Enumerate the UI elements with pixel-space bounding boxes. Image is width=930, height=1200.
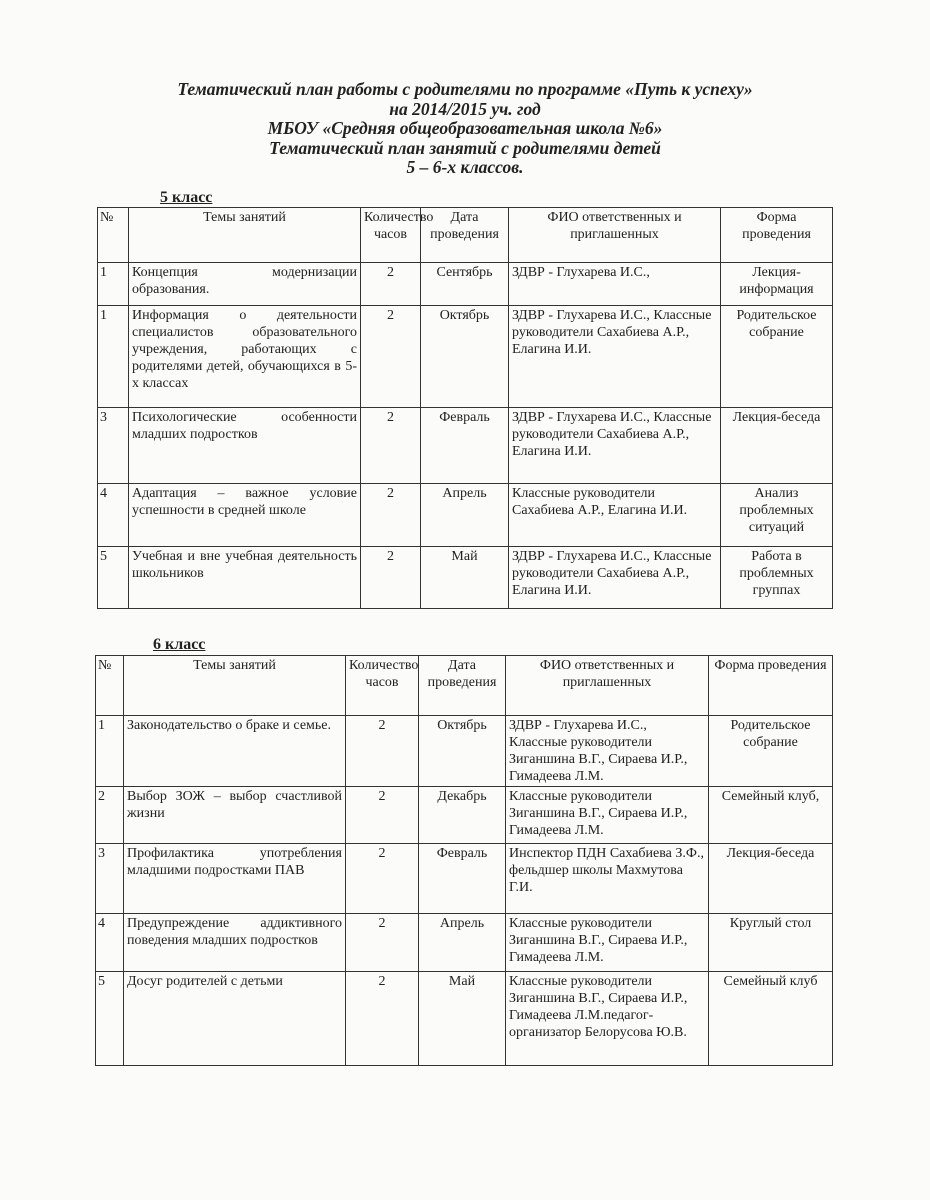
table-row xyxy=(96,844,833,914)
format-cell: Лекция-беседа xyxy=(709,844,833,914)
format-cell: Семейный клуб xyxy=(709,972,833,1066)
date-cell: Май xyxy=(421,547,509,609)
format-cell: Семейный клуб, xyxy=(709,787,833,844)
table-row xyxy=(98,547,833,609)
date-cell: Апрель xyxy=(419,914,506,972)
column-header: № xyxy=(96,656,124,716)
topic-cell: Предупреждение аддиктивного поведения младших подростков xyxy=(124,914,346,972)
date-cell: Октябрь xyxy=(421,306,509,408)
responsible-cell: ЗДВР - Глухарева И.С., Классные руководители Сахабиева А.Р., Елагина И.И. xyxy=(509,306,721,408)
date-cell: Октябрь xyxy=(419,716,506,787)
responsible-cell: ЗДВР - Глухарева И.С., Классные руководители Сахабиева А.Р., Елагина И.И. xyxy=(509,547,721,609)
topic-cell: Выбор ЗОЖ – выбор счастливой жизни xyxy=(124,787,346,844)
column-header: Дата проведения xyxy=(421,208,509,263)
date-cell: Апрель xyxy=(421,484,509,547)
column-header: Дата проведения xyxy=(419,656,506,716)
responsible-cell: Классные руководители Зиганшина В.Г., Сираева И.Р., Гимадеева Л.М.педагог-организатор Белорусова Ю.В. xyxy=(506,972,709,1066)
table-row xyxy=(98,306,833,408)
topic-cell: Законодательство о браке и семье. xyxy=(124,716,346,787)
column-header: Форма проведения xyxy=(721,208,833,263)
responsible-cell: Классные руководители Зиганшина В.Г., Сираева И.Р., Гимадеева Л.М. xyxy=(506,787,709,844)
topic-cell: Психологические особенности младших подростков xyxy=(129,408,361,484)
hours-cell: 2 xyxy=(346,914,419,972)
row-number-cell: 1 xyxy=(96,716,124,787)
topic-cell: Концепция модернизации образования. xyxy=(129,263,361,306)
row-number-cell: 1 xyxy=(98,263,129,306)
title-line: МБОУ «Средняя общеобразовательная школа №6» xyxy=(267,118,663,138)
header-row xyxy=(98,208,833,263)
title-line: Тематический план работы с родителями по программе «Путь к успеху» xyxy=(177,79,753,99)
row-number-cell: 3 xyxy=(98,408,129,484)
table-row xyxy=(96,914,833,972)
responsible-cell: Классные руководители Сахабиева А.Р., Елагина И.И. xyxy=(509,484,721,547)
row-number-cell: 5 xyxy=(96,972,124,1066)
date-cell: Декабрь xyxy=(419,787,506,844)
hours-cell: 2 xyxy=(346,844,419,914)
row-number-cell: 5 xyxy=(98,547,129,609)
format-cell: Родительское собрание xyxy=(709,716,833,787)
column-header: Количество часов xyxy=(361,208,421,263)
table-row xyxy=(96,972,833,1066)
format-cell: Лекция-информация xyxy=(721,263,833,306)
column-header: Форма проведения xyxy=(709,656,833,716)
column-header: № xyxy=(98,208,129,263)
table-row xyxy=(98,263,833,306)
topic-cell: Учебная и вне учебная деятельность школьников xyxy=(129,547,361,609)
column-header: Темы занятий xyxy=(129,208,361,263)
responsible-cell: ЗДВР - Глухарева И.С., Классные руководители Сахабиева А.Р., Елагина И.И. xyxy=(509,408,721,484)
responsible-cell: Инспектор ПДН Сахабиева З.Ф., фельдшер школы Махмутова Г.И. xyxy=(506,844,709,914)
document-title xyxy=(0,80,930,178)
row-number-cell: 1 xyxy=(98,306,129,408)
format-cell: Круглый стол xyxy=(709,914,833,972)
topic-cell: Информация о деятельности специалистов образовательного учреждения, работающих с родителями детей, обучающихся в 5-х классах xyxy=(129,306,361,408)
hours-cell: 2 xyxy=(346,972,419,1066)
table-row xyxy=(98,484,833,547)
responsible-cell: ЗДВР - Глухарева И.С., xyxy=(509,263,721,306)
hours-cell: 2 xyxy=(361,306,421,408)
hours-cell: 2 xyxy=(361,484,421,547)
format-cell: Лекция-беседа xyxy=(721,408,833,484)
row-number-cell: 2 xyxy=(96,787,124,844)
grade6-heading: 6 класс xyxy=(153,636,206,653)
date-cell: Февраль xyxy=(421,408,509,484)
row-number-cell: 4 xyxy=(98,484,129,547)
header-row xyxy=(96,656,833,716)
table-row xyxy=(96,716,833,787)
responsible-cell: ЗДВР - Глухарева И.С., Классные руководители Зиганшина В.Г., Сираева И.Р., Гимадеева Л.М. xyxy=(506,716,709,787)
row-number-cell: 4 xyxy=(96,914,124,972)
title-line: 5 – 6-х классов. xyxy=(406,157,524,177)
title-line: Тематический план занятий с родителями детей xyxy=(269,137,661,158)
hours-cell: 2 xyxy=(361,263,421,306)
column-header: Количество часов xyxy=(346,656,419,716)
column-header: ФИО ответственных и приглашенных xyxy=(509,208,721,263)
topic-cell: Профилактика употребления младшими подростками ПАВ xyxy=(124,844,346,914)
grade5-heading: 5 класс xyxy=(160,189,213,206)
hours-cell: 2 xyxy=(346,787,419,844)
topic-cell: Досуг родителей с детьми xyxy=(124,972,346,1066)
format-cell: Родительское собрание xyxy=(721,306,833,408)
table-row xyxy=(98,408,833,484)
table-row xyxy=(96,787,833,844)
grade5-table xyxy=(97,207,833,609)
date-cell: Февраль xyxy=(419,844,506,914)
date-cell: Май xyxy=(419,972,506,1066)
date-cell: Сентябрь xyxy=(421,263,509,306)
grade6-table xyxy=(95,655,833,1066)
hours-cell: 2 xyxy=(361,547,421,609)
column-header: ФИО ответственных и приглашенных xyxy=(506,656,709,716)
row-number-cell: 3 xyxy=(96,844,124,914)
hours-cell: 2 xyxy=(346,716,419,787)
format-cell: Анализ проблемных ситуаций xyxy=(721,484,833,547)
hours-cell: 2 xyxy=(361,408,421,484)
column-header: Темы занятий xyxy=(124,656,346,716)
topic-cell: Адаптация – важное условие успешности в средней школе xyxy=(129,484,361,547)
responsible-cell: Классные руководители Зиганшина В.Г., Сираева И.Р., Гимадеева Л.М. xyxy=(506,914,709,972)
format-cell: Работа в проблемных группах xyxy=(721,547,833,609)
title-line: на 2014/2015 уч. год xyxy=(389,98,541,119)
